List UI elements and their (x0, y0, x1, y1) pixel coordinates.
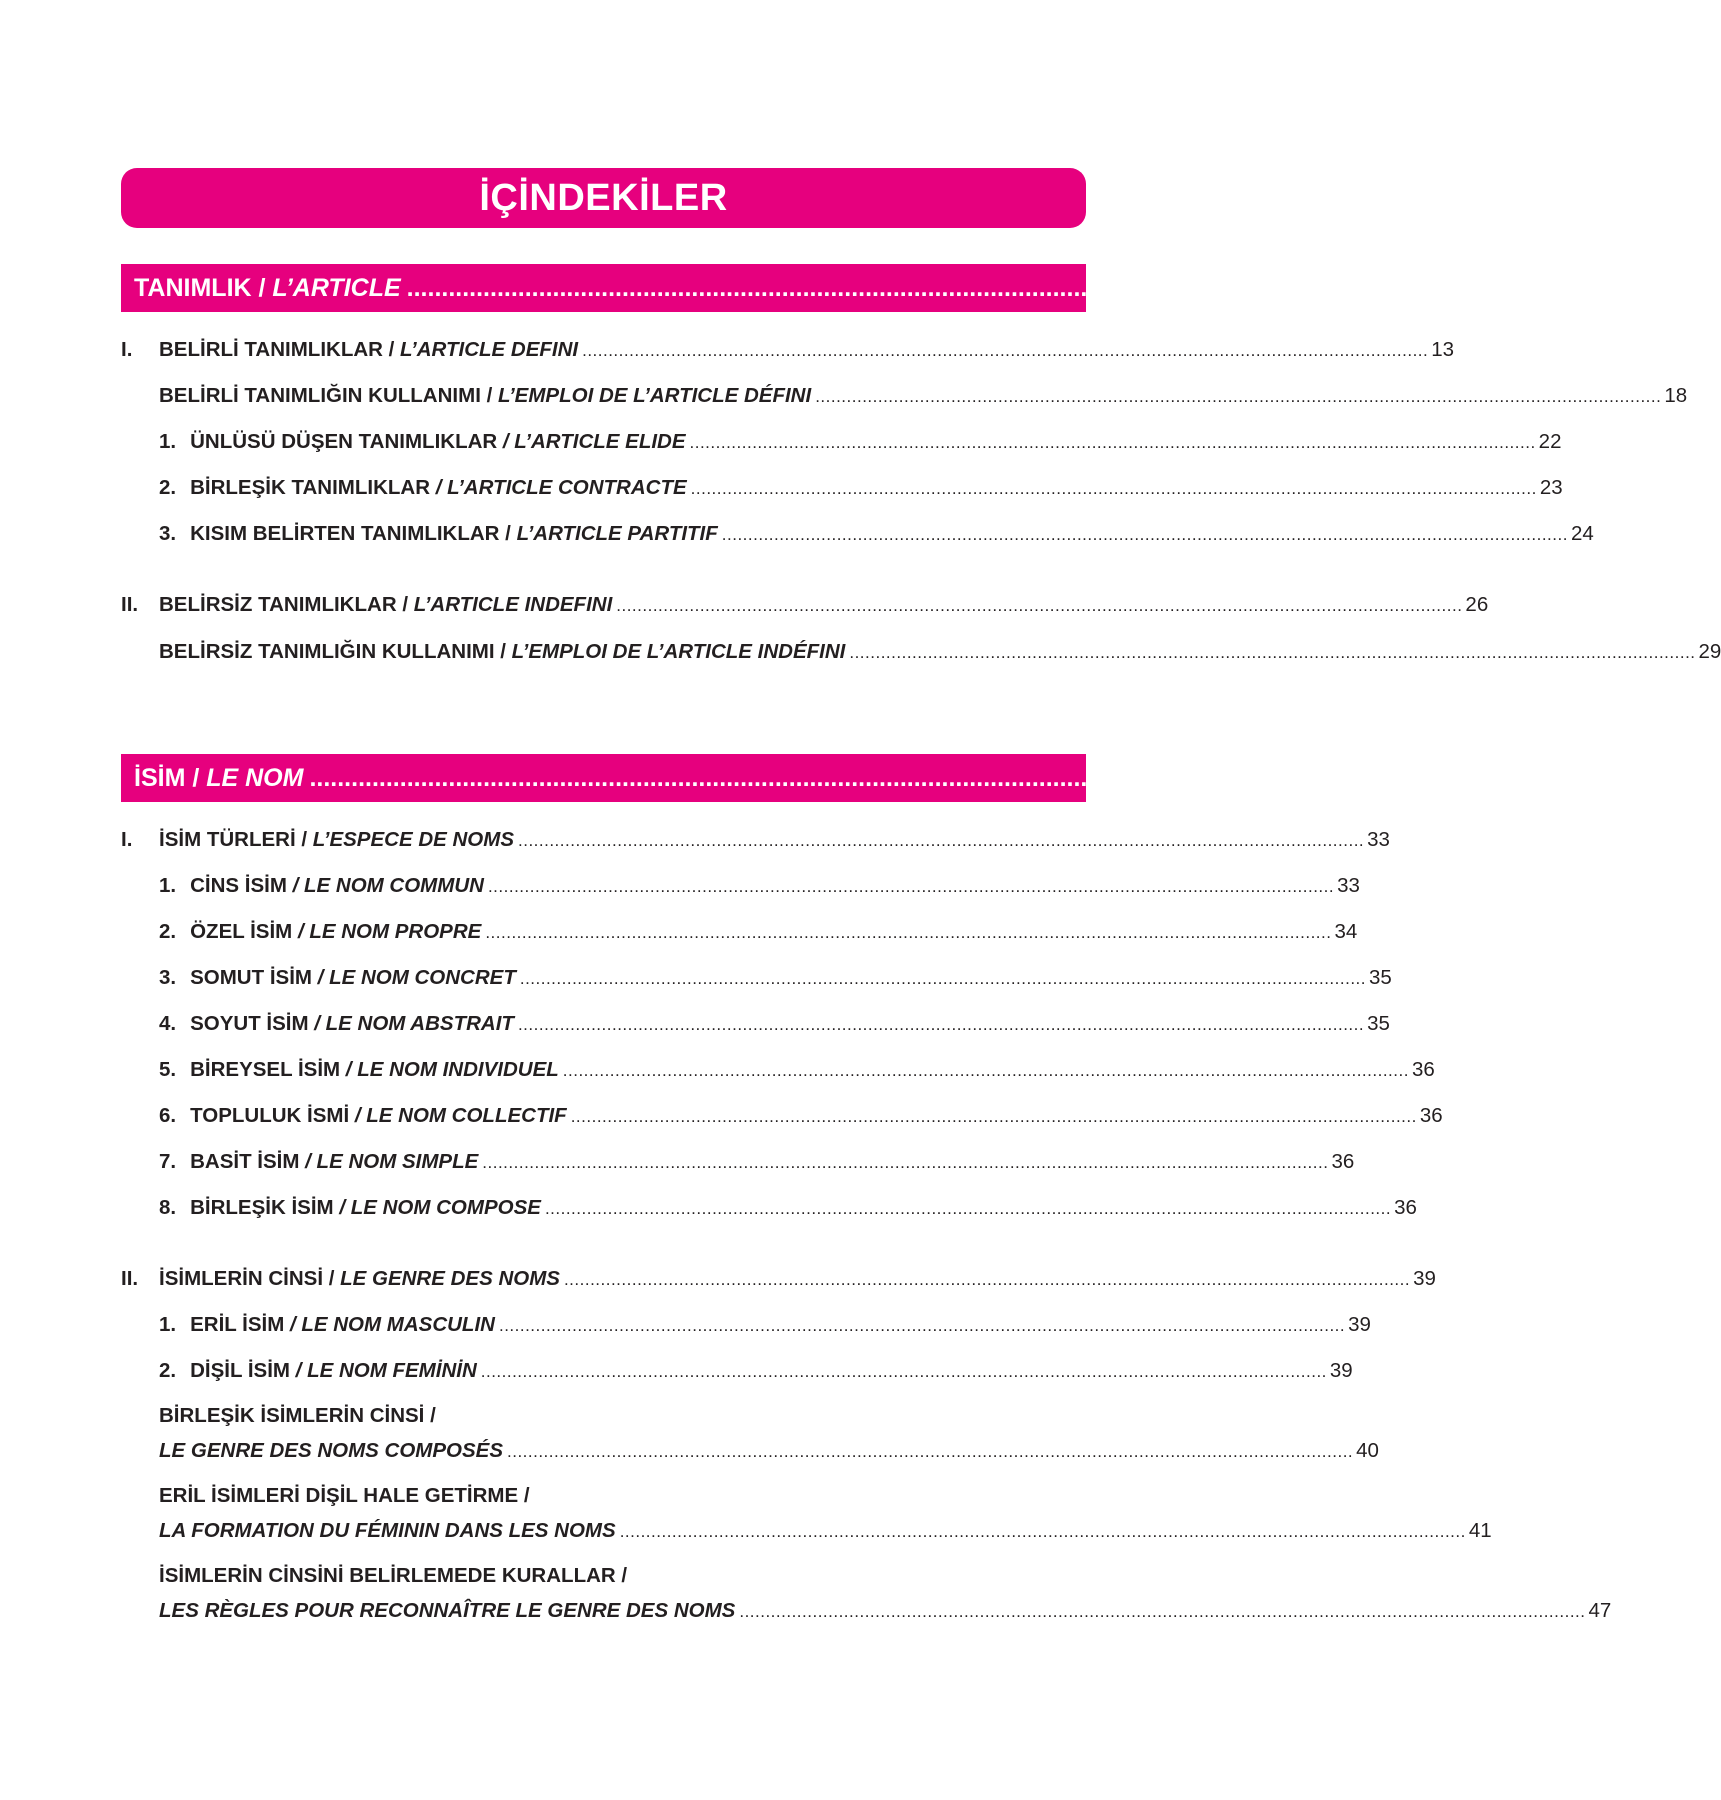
dot-leader: .................................................................................................................................................................. (498, 1316, 1346, 1335)
toc-entry-heading-line[interactable] (0, 1404, 1200, 1434)
entry-title-fr: / LE NOM PROPRE (297, 920, 482, 943)
page-title-banner (121, 168, 1086, 228)
toc-entry[interactable] (0, 522, 1594, 552)
entry-page-number: 26 (1465, 593, 1489, 616)
entry-title-tr: BELİRSİZ TANIMLIKLAR / (159, 593, 414, 616)
entry-title-fr: / LE NOM CONCRET (317, 966, 516, 989)
entry-number: 3. (159, 522, 177, 545)
toc-entry-heading-line[interactable] (0, 1564, 1200, 1594)
entry-page-number: 13 (1431, 338, 1455, 361)
toc-entry[interactable] (0, 1359, 1353, 1389)
entry-page-number: 39 (1348, 1313, 1371, 1336)
entry-title-tr: BİRLEŞİK İSİM (190, 1196, 340, 1219)
entry-number: 6. (159, 1104, 177, 1127)
toc-entry[interactable] (0, 920, 1358, 950)
entry-title-tr: ERİL İSİMLERİ DİŞİL HALE GETİRME / (159, 1484, 530, 1507)
entry-title-tr: İSİMLERİN CİNSİNİ BELİRLEMEDE KURALLAR / (159, 1564, 628, 1587)
page-title: İÇİNDEKİLER (479, 176, 728, 219)
dot-leader: .................................................................................................................................................................. (815, 387, 1662, 406)
dot-leader: .................................................................................................................................................................. (619, 1522, 1466, 1541)
entry-page-number: 18 (1664, 384, 1688, 407)
toc-entry[interactable] (0, 1150, 1355, 1180)
dot-leader: .................................................................................................................................................................. (570, 1107, 1417, 1126)
entry-title-tr: ÖZEL İSİM (190, 920, 298, 943)
entry-title-fr: LE GENRE DES NOMS (340, 1267, 560, 1290)
entry-page-number: 24 (1570, 522, 1594, 545)
toc-entry[interactable] (0, 1313, 1371, 1343)
dot-leader: .................................................................................................................................................................. (518, 831, 1365, 850)
entry-title-fr: L’EMPLOI DE L’ARTICLE DÉFINI (497, 384, 812, 407)
roman-numeral: I. (121, 338, 133, 361)
entry-number: 1. (159, 1313, 177, 1336)
entry-number: 3. (159, 966, 177, 989)
entry-title-fr: LE GENRE DES NOMS COMPOSÉS (159, 1439, 503, 1462)
entry-number: 2. (159, 1359, 177, 1382)
toc-entry[interactable] (0, 640, 1721, 670)
entry-title-fr: L’ARTICLE DEFINI (400, 338, 579, 361)
entry-title-fr: / LE NOM INDIVIDUEL (345, 1058, 559, 1081)
dot-leader: .................................................................................................................................................................. (544, 1199, 1392, 1218)
dot-leader: .................................................................................................................................................................. (485, 923, 1332, 942)
toc-entry[interactable] (0, 1058, 1435, 1088)
entry-title-fr: L’ARTICLE INDEFINI (413, 593, 613, 616)
entry-number: 2. (159, 476, 177, 499)
entry-title-fr: / LE NOM COLLECTIF (354, 1104, 567, 1127)
section-title-fr: LE NOM (206, 763, 304, 792)
entry-page-number: 36 (1411, 1058, 1435, 1081)
entry-page-number: 40 (1356, 1439, 1379, 1462)
entry-title-fr: LES RÈGLES POUR RECONNAÎTRE LE GENRE DES NOMS (159, 1599, 736, 1622)
toc-entry[interactable] (0, 430, 1562, 460)
section-title-tr: TANIMLIK / (134, 273, 273, 302)
entry-title-tr: İSİM TÜRLERİ / (159, 828, 313, 851)
entry-number: 4. (159, 1012, 177, 1035)
dot-leader: .................................................................................................................................................................. (507, 1442, 1354, 1461)
entry-page-number: 47 (1588, 1599, 1612, 1622)
entry-number: 8. (159, 1196, 177, 1219)
entry-title-fr: / L’ARTICLE ELIDE (502, 430, 686, 453)
dot-leader: .................................................................................................................................................................. (739, 1602, 1586, 1621)
entry-title-tr: ERİL İSİM (190, 1313, 290, 1336)
entry-title-tr: CİNS İSİM (190, 874, 293, 897)
entry-number: 7. (159, 1150, 177, 1173)
toc-entry[interactable] (0, 1267, 1436, 1297)
dot-leader: .................................................................................................................................................................. (517, 1015, 1365, 1034)
entry-title-fr: / LE NOM FEMİNİN (295, 1359, 477, 1382)
entry-title-tr: BASİT İSİM (190, 1150, 306, 1173)
dot-leader: .................................................................................................................................................................. (849, 643, 1696, 662)
entry-number: 1. (159, 874, 177, 897)
entry-page-number: 41 (1468, 1519, 1492, 1542)
toc-entry[interactable] (0, 966, 1392, 996)
section-title-tr: İSİM / (134, 763, 207, 792)
entry-title-fr: L’ARTICLE PARTITIF (516, 522, 718, 545)
dot-leader: .................................................................................................................................................................. (563, 1270, 1411, 1289)
toc-entry[interactable] (0, 874, 1360, 904)
entry-title-fr: / LE NOM MASCULIN (289, 1313, 495, 1336)
entry-title-tr: BELİRLİ TANIMLIĞIN KULLANIMI / (159, 384, 498, 407)
entry-title-tr: ÜNLÜSÜ DÜŞEN TANIMLIKLAR (190, 430, 503, 453)
roman-numeral: I. (121, 828, 133, 851)
section-page-number: 13 (1464, 273, 1493, 302)
toc-entry[interactable] (0, 1196, 1417, 1226)
roman-numeral: II. (121, 1267, 139, 1290)
dot-leader: .................................................................................................................................................................. (616, 596, 1463, 615)
dot-leader: .................................................................................................................................................................. (690, 479, 1537, 498)
entry-title-fr: / LE NOM SIMPLE (305, 1150, 479, 1173)
entry-title-tr: DİŞİL İSİM (190, 1359, 296, 1382)
entry-page-number: 34 (1334, 920, 1358, 943)
toc-entry[interactable] (0, 384, 1688, 414)
entry-title-tr: BELİRSİZ TANIMLIĞIN KULLANIMI / (159, 640, 512, 663)
dot-leader: .................................................................................................................................................................. (519, 969, 1366, 988)
entry-title-tr: BİRLEŞİK TANIMLIKLAR (190, 476, 436, 499)
toc-entry[interactable] (0, 593, 1489, 623)
toc-entry[interactable] (0, 476, 1563, 506)
entry-title-fr: / LE NOM COMMUN (292, 874, 484, 897)
entry-page-number: 36 (1394, 1196, 1417, 1219)
entry-page-number: 35 (1369, 966, 1392, 989)
entry-number: 5. (159, 1058, 177, 1081)
entry-title-tr: BELİRLİ TANIMLIKLAR / (159, 338, 401, 361)
dot-leader: .................................................................................................................................................................. (562, 1061, 1409, 1080)
entry-title-tr: KISIM BELİRTEN TANIMLIKLAR / (190, 522, 517, 545)
dot-leader: .................................................................................................................................................................. (482, 1153, 1329, 1172)
entry-title-tr: SOMUT İSİM (190, 966, 318, 989)
toc-entry[interactable] (0, 338, 1455, 368)
section-title-fr: L’ARTICLE (272, 273, 401, 302)
entry-page-number: 39 (1413, 1267, 1436, 1290)
entry-title-fr: L’EMPLOI DE L’ARTICLE INDÉFINI (511, 640, 846, 663)
entry-title-tr: BİREYSEL İSİM (190, 1058, 346, 1081)
entry-page-number: 33 (1337, 874, 1360, 897)
dot-leader: .................................................................................................................................................................. (689, 433, 1536, 452)
section-page-number: 33 (1381, 763, 1409, 792)
entry-page-number: 22 (1538, 430, 1562, 453)
entry-page-number: 36 (1419, 1104, 1443, 1127)
entry-title-tr: SOYUT İSİM (190, 1012, 315, 1035)
toc-entry[interactable] (0, 1104, 1443, 1134)
entry-title-fr: / L’ARTICLE CONTRACTE (435, 476, 687, 499)
entry-number: 1. (159, 430, 177, 453)
section-header-noun[interactable] (121, 754, 1409, 802)
entry-title-tr: TOPLULUK İSMİ (190, 1104, 355, 1127)
toc-entry[interactable] (0, 1439, 1379, 1469)
toc-entry[interactable] (0, 1599, 1612, 1629)
toc-entry[interactable] (0, 1519, 1492, 1549)
entry-page-number: 36 (1331, 1150, 1355, 1173)
toc-entry[interactable] (0, 1012, 1390, 1042)
dot-leader: ........................................................................................................................................................ (406, 273, 1463, 302)
entry-title-fr: / LE NOM COMPOSE (339, 1196, 541, 1219)
dot-leader: .................................................................................................................................................................. (582, 341, 1429, 360)
entry-title-fr: L’ESPECE DE NOMS (312, 828, 514, 851)
toc-entry[interactable] (0, 828, 1390, 858)
entry-title-fr: / LE NOM ABSTRAIT (314, 1012, 514, 1035)
dot-leader: .......................................................................................................................................................... (309, 763, 1380, 792)
entry-title-fr: LA FORMATION DU FÉMININ DANS LES NOMS (159, 1519, 616, 1542)
dot-leader: .................................................................................................................................................................. (721, 525, 1568, 544)
dot-leader: .................................................................................................................................................................. (487, 877, 1335, 896)
entry-page-number: 23 (1539, 476, 1563, 499)
entry-title-tr: İSİMLERİN CİNSİ / (159, 1267, 341, 1290)
entry-page-number: 29 (1698, 640, 1721, 663)
section-header-article[interactable] (121, 264, 1493, 312)
entry-page-number: 35 (1367, 1012, 1390, 1035)
entry-number: 2. (159, 920, 177, 943)
entry-title-tr: BİRLEŞİK İSİMLERİN CİNSİ / (159, 1404, 436, 1427)
entry-page-number: 33 (1367, 828, 1390, 851)
entry-page-number: 39 (1329, 1359, 1353, 1382)
toc-entry-heading-line[interactable] (0, 1484, 1200, 1514)
dot-leader: .................................................................................................................................................................. (480, 1362, 1327, 1381)
roman-numeral: II. (121, 593, 139, 616)
